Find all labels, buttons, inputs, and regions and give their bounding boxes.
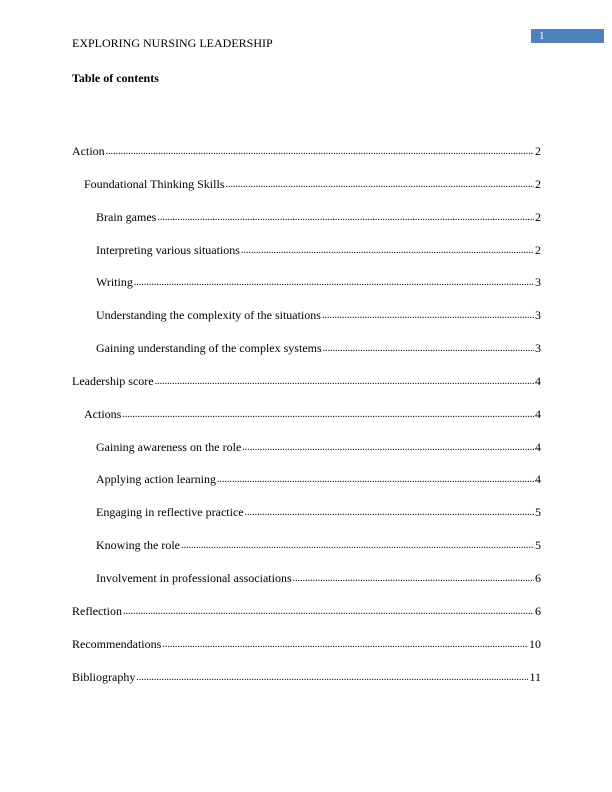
toc-dot-leader xyxy=(225,177,534,191)
toc-entry-bibliography[interactable] xyxy=(72,670,541,703)
toc-page-number: 5 xyxy=(535,505,541,520)
toc-entry-label[interactable]: Leadership score xyxy=(72,373,154,388)
toc-entry-label[interactable]: Recommendations xyxy=(72,636,162,651)
toc-page-number: 2 xyxy=(535,242,541,257)
toc-entry-foundational-thinking-skills[interactable] xyxy=(72,177,541,210)
toc-entry-label[interactable]: Foundational Thinking Skills xyxy=(84,176,225,191)
toc-dot-leader xyxy=(293,571,534,585)
toc-entry-label[interactable]: Reflection xyxy=(72,603,122,618)
toc-dot-leader xyxy=(245,505,534,519)
toc-entry-label[interactable]: Writing xyxy=(96,275,133,290)
toc-dot-leader xyxy=(136,670,528,684)
toc-dot-leader xyxy=(242,440,534,454)
toc-entry-label[interactable]: Involvement in professional associations xyxy=(96,570,292,585)
toc-page-number: 3 xyxy=(535,308,541,323)
toc-entry-understanding-complexity[interactable] xyxy=(72,308,541,341)
toc-entry-label[interactable]: Gaining understanding of the complex systems xyxy=(96,341,322,356)
toc-entry-gaining-awareness[interactable] xyxy=(72,440,541,473)
toc-page-number: 2 xyxy=(535,144,541,158)
toc-entry-leadership-score[interactable] xyxy=(72,374,541,407)
toc-entry-professional-associations[interactable] xyxy=(72,571,541,604)
toc-dot-leader xyxy=(155,374,534,388)
toc-dot-leader xyxy=(134,275,534,289)
toc-page-number: 3 xyxy=(535,341,541,356)
toc-dot-leader xyxy=(181,538,534,552)
toc-page-number: 6 xyxy=(535,603,541,618)
toc-dot-leader xyxy=(241,243,534,257)
toc-entry-interpreting-various-situations[interactable] xyxy=(72,243,541,276)
toc-entry-reflection[interactable] xyxy=(72,604,541,637)
toc-entry-label[interactable]: Action xyxy=(72,144,105,158)
toc-entry-complex-systems[interactable] xyxy=(72,341,541,374)
toc-page-number: 2 xyxy=(535,176,541,191)
toc-entry-actions[interactable] xyxy=(72,407,541,440)
toc-page-number: 4 xyxy=(535,406,541,421)
toc-entry-label[interactable]: Actions xyxy=(84,406,122,421)
toc-page-number: 5 xyxy=(535,538,541,553)
toc-page-number: 4 xyxy=(535,472,541,487)
toc-entry-applying-action-learning[interactable] xyxy=(72,472,541,505)
running-head: EXPLORING NURSING LEADERSHIP xyxy=(72,36,273,50)
toc-page-number: 3 xyxy=(535,275,541,290)
page-number-badge: 1 xyxy=(531,29,604,43)
toc-entry-label[interactable]: Engaging in reflective practice xyxy=(96,505,244,520)
toc-entry-label[interactable]: Knowing the role xyxy=(96,538,180,553)
toc-page-number: 4 xyxy=(535,439,541,454)
toc-entry-writing[interactable] xyxy=(72,275,541,308)
toc-entry-label[interactable]: Brain games xyxy=(96,209,157,224)
toc-dot-leader xyxy=(162,637,528,651)
toc-page-number: 10 xyxy=(529,636,541,651)
toc-entry-action[interactable] xyxy=(72,144,541,177)
toc-entry-label[interactable]: Understanding the complexity of the situations xyxy=(96,308,321,323)
toc-dot-leader xyxy=(106,144,534,158)
toc-entry-reflective-practice[interactable] xyxy=(72,505,541,538)
toc-entry-label[interactable]: Bibliography xyxy=(72,669,136,684)
toc-entry-brain-games[interactable] xyxy=(72,210,541,243)
toc-entry-label[interactable]: Interpreting various situations xyxy=(96,242,240,257)
toc-page-number: 6 xyxy=(535,570,541,585)
toc-dot-leader xyxy=(322,308,534,322)
toc-entry-label[interactable]: Gaining awareness on the role xyxy=(96,439,242,454)
toc-page-number: 4 xyxy=(535,373,541,388)
toc-dot-leader xyxy=(323,341,534,355)
toc-dot-leader xyxy=(123,604,534,618)
toc-entry-recommendations[interactable] xyxy=(72,637,541,670)
toc-page-number: 11 xyxy=(529,669,541,684)
table-of-contents xyxy=(72,144,541,702)
toc-dot-leader xyxy=(157,210,534,224)
toc-dot-leader xyxy=(122,407,534,421)
toc-title: Table of contents xyxy=(72,71,159,85)
toc-entry-label[interactable]: Applying action learning xyxy=(96,472,216,487)
toc-page-number: 2 xyxy=(535,209,541,224)
toc-entry-knowing-the-role[interactable] xyxy=(72,538,541,571)
toc-dot-leader xyxy=(217,472,534,486)
